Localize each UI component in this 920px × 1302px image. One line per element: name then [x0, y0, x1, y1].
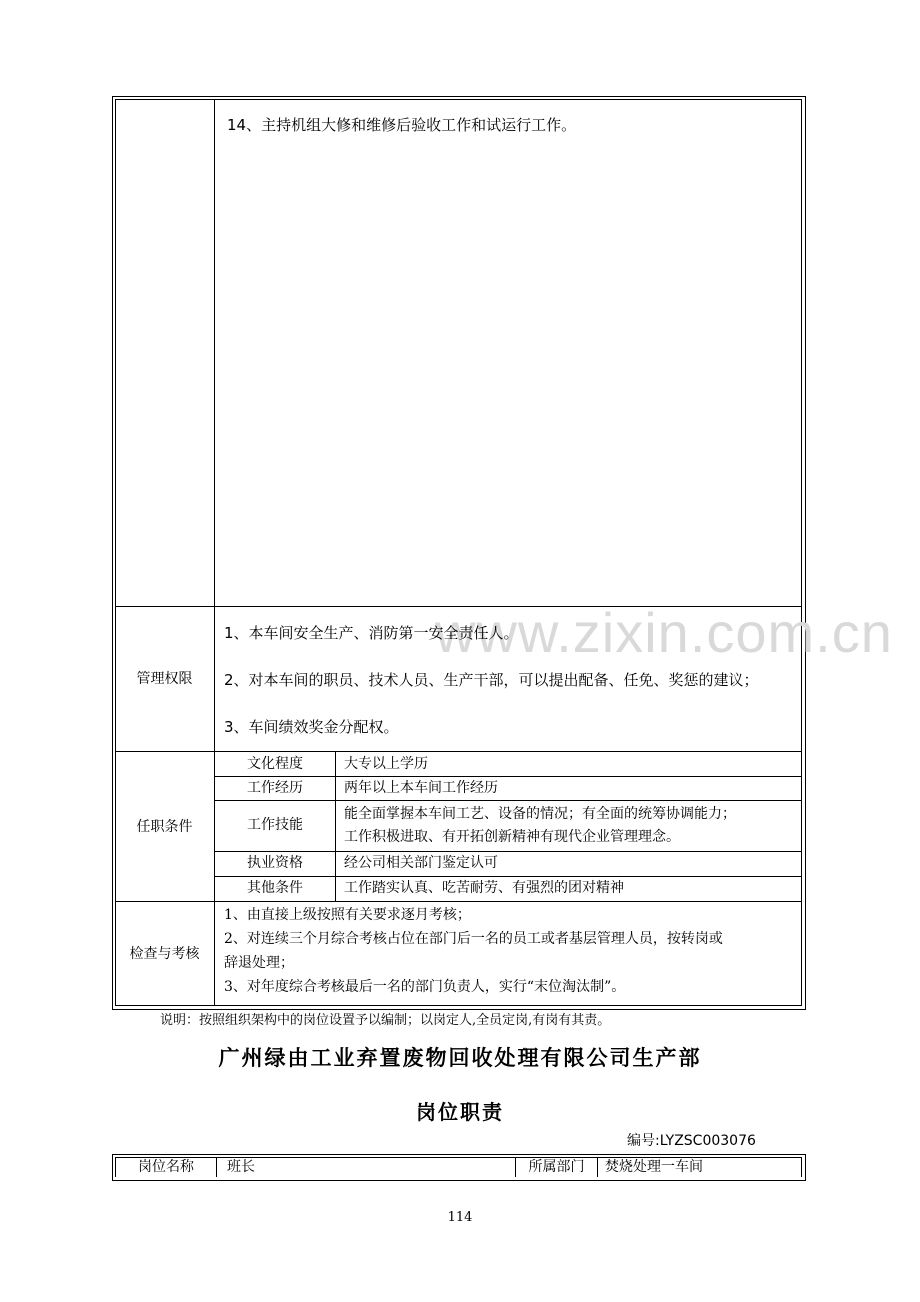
assessment-line-3: 辞退处理； [224, 955, 294, 971]
assessment-line-4: 3、对年度综合考核最后一名的部门负责人，实行“末位淘汰制”。 [224, 979, 626, 995]
qualifications-label: 任职条件 [136, 819, 193, 835]
table-inner-border-left [115, 99, 116, 1005]
license-value: 经公司相关部门鉴定认可 [344, 855, 498, 871]
education-value: 大专以上学历 [344, 756, 428, 772]
position-divider-3 [597, 1157, 598, 1177]
row-divider-assessment [115, 901, 801, 902]
skills-line-1: 能全面掌握本车间工艺、设备的情况；有全面的统筹协调能力； [344, 806, 736, 822]
authority-item-1: 1、本车间安全生产、消防第一安全责任人。 [224, 624, 519, 642]
education-label: 文化程度 [247, 756, 303, 772]
table-inner-border-bottom [115, 1005, 802, 1006]
qual-row-divider-3 [214, 851, 801, 852]
position-divider-1 [216, 1157, 217, 1177]
qual-row-divider-4 [214, 876, 801, 877]
qual-row-divider-2 [214, 800, 801, 801]
note-text: 说明：按照组织架构中的岗位设置予以编制；以岗定人,全员定岗,有岗有其责。 [160, 1013, 611, 1028]
other-label: 其他条件 [247, 880, 303, 896]
authority-item-2: 2、对本车间的职员、技术人员、生产干部，可以提出配备、任免、奖惩的建议； [224, 671, 759, 689]
assessment-line-2: 2、对连续三个月综合考核占位在部门后一名的员工或者基层管理人员，按转岗或 [224, 931, 723, 947]
document-title: 岗位职责 [416, 1100, 504, 1124]
watermark: www.zixin.com.cn [435, 601, 893, 664]
other-value: 工作踏实认真、吃苦耐劳、有强烈的团对精神 [344, 880, 624, 896]
assessment-line-1: 1、由直接上级按照有关要求逐月考核； [224, 907, 471, 923]
row-divider-qualifications [115, 751, 801, 752]
skills-line-2: 工作积极进取、有开拓创新精神有现代企业管理理念。 [344, 829, 680, 845]
position-name-label: 岗位名称 [138, 1159, 194, 1175]
experience-value: 两年以上本车间工作经历 [344, 780, 498, 796]
position-name-value: 班长 [227, 1159, 255, 1175]
qual-row-divider-1 [214, 776, 801, 777]
authority-label: 管理权限 [136, 671, 193, 687]
table-inner-border-top [115, 99, 801, 100]
authority-item-3: 3、车间绩效奖金分配权。 [224, 718, 399, 736]
skills-label: 工作技能 [247, 817, 303, 833]
position-inner-right [801, 1157, 802, 1177]
department-label: 所属部门 [528, 1159, 585, 1175]
table-inner-border-right [801, 99, 802, 1005]
duties-item: 14、主持机组大修和维修后验收工作和试运行工作。 [227, 116, 577, 134]
page-number: 114 [447, 1210, 473, 1225]
company-title: 广州绿由工业弃置废物回收处理有限公司生产部 [218, 1046, 702, 1070]
experience-label: 工作经历 [247, 780, 303, 796]
qual-subcol-divider [335, 751, 336, 901]
department-value: 焚烧处理一车间 [605, 1159, 703, 1175]
license-label: 执业资格 [247, 855, 303, 871]
document-number: 编号:LYZSC003076 [627, 1133, 756, 1149]
assessment-label: 检查与考核 [129, 946, 200, 962]
